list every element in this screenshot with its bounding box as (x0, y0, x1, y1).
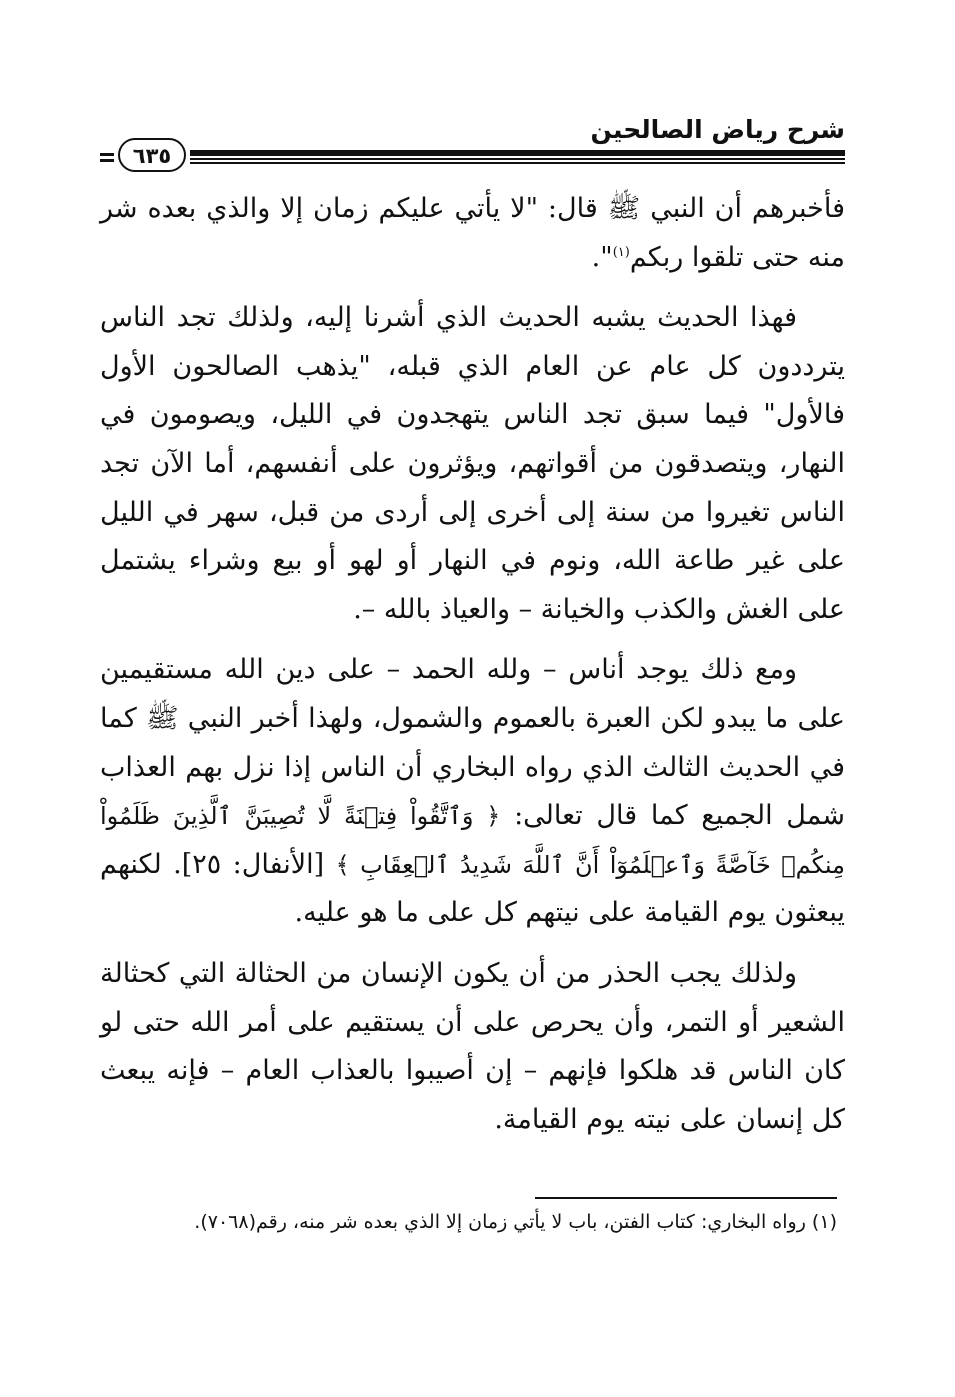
paragraph-4: ولذلك يجب الحذر من أن يكون الإنسان من الحثالة التي كحثالة الشعير أو التمر، وأن يحرص على أن يستقيم على أمر الله حتى لو كان الناس قد هلكوا فإنهم – إن أصيبوا بالعذاب العام – فإنه يبعث كل إنسان على نيته يوم القيامة. (100, 957, 845, 1135)
paragraph-2: فهذا الحديث يشبه الحديث الذي أشرنا إليه، ولذلك تجد الناس يترددون كل عام عن العام الذي قبله، "يذهب الصالحون الأول فالأول" فيما سبق تجد الناس يتهجدون في الليل، ويصومون في النهار، ويتصدقون من أقواتهم، ويؤثرون على أنفسهم، أما الآن تجد الناس تغيروا من سنة إلى أخرى إلى أردى من قبل، سهر في الليل على غير طاعة الله، ونوم في النهار أو لهو أو بيع وشراء يشتمل على الغش والكذب والخيانة – والعياذ بالله –. (100, 302, 845, 625)
header-ornament (100, 150, 114, 164)
paragraph-1 (100, 185, 845, 282)
header-rule (190, 150, 845, 164)
paragraph-1-text: فأخبرهم أن النبي ﷺ قال: "لا يأتي عليكم زمان إلا والذي بعده شر منه حتى تلقوا ربكم (100, 193, 845, 273)
footnote-separator (535, 1197, 837, 1199)
book-title: شرح رياض الصالحين (590, 115, 845, 144)
quran-verse: ﴿ وَٱتَّقُواْ فِتۡنَةً لَّا تُصِيبَنَّ ٱلَّذِينَ ظَلَمُواْ مِنكُمۡ خَآصَّةً وَٱعۡلَمُوٓاْ أَنَّ ٱللَّهَ شَدِيدُ ٱلۡعِقَابِ ﴾ (100, 802, 846, 879)
footnote-marker[interactable]: (١) (612, 244, 630, 260)
main-text (100, 185, 845, 1144)
page-number: ٦٣٥ (118, 138, 186, 172)
header-rule-thick (190, 150, 845, 156)
footnote: (١) رواه البخاري: كتاب الفتن، باب لا يأتي زمان إلا الذي بعده شر منه، رقم(٧٠٦٨). (194, 1211, 837, 1233)
paragraph-3 (100, 646, 845, 938)
header-rule-thin (190, 158, 845, 160)
header-rule-thin-lower (190, 162, 845, 164)
paragraph-1-end: ". (591, 241, 613, 273)
paragraph-3-text-a: ومع ذلك يوجد أناس – ولله الحمد – على دين الله مستقيمين على ما يبدو لكن العبرة بالعموم والشمول، ولهذا أخبر النبي ﷺ كما في الحديث الثالث الذي رواه البخاري أن الناس إذا نزل بهم العذاب شمل الجميع كما قال تعالى: (100, 654, 845, 832)
paragraph-3-text-b: لكنهم يبعثون يوم القيامة على نيتهم كل على ما هو عليه. (100, 848, 845, 929)
quran-reference: [الأنفال: ٢٥]. (173, 848, 325, 880)
